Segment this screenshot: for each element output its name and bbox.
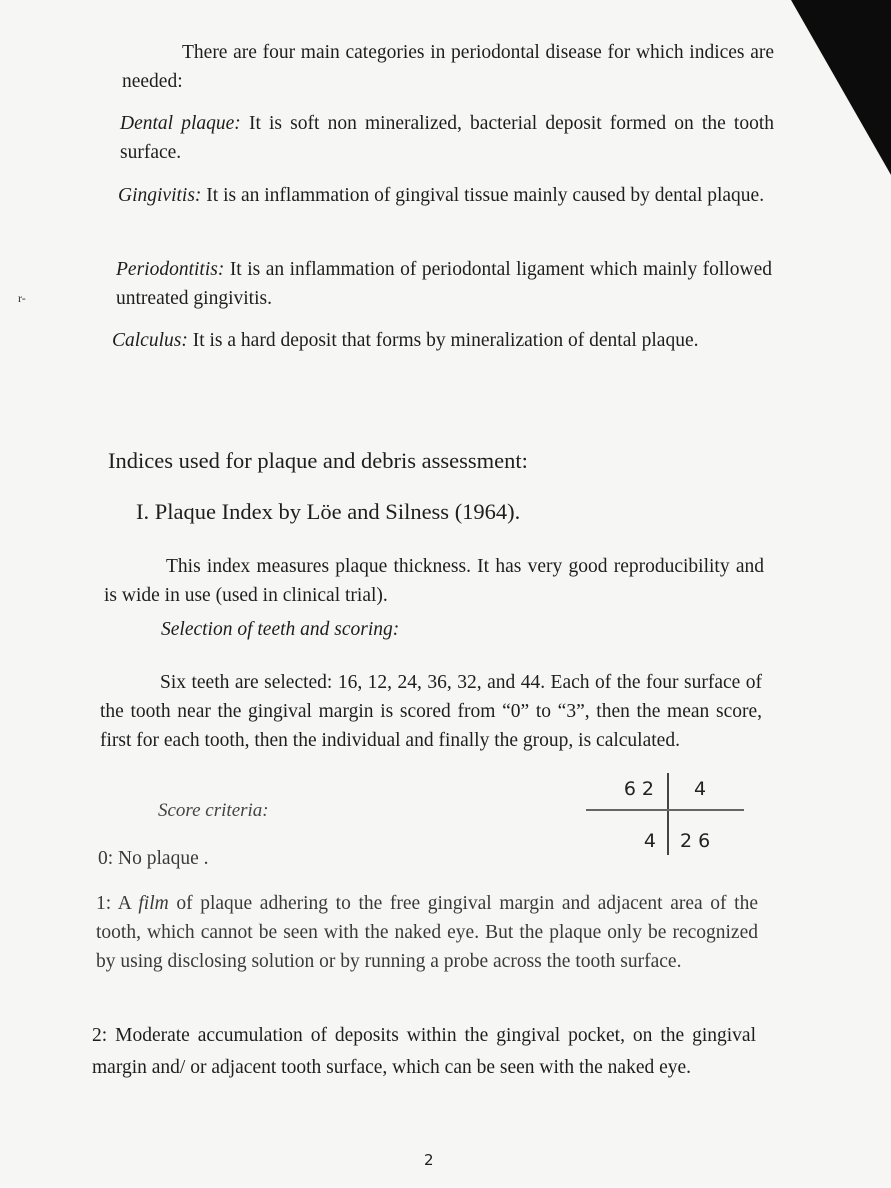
term-periodontitis: Periodontitis:	[116, 259, 225, 280]
page-number: 2	[424, 1151, 434, 1169]
page-corner-shadow	[791, 0, 891, 175]
lower-left-teeth: 4	[643, 830, 656, 852]
stray-mark: r-	[18, 291, 26, 305]
upper-left-teeth: 62	[623, 778, 660, 800]
score-text: No plaque .	[113, 848, 209, 869]
index-description: This index measures plaque thickness. It has very good reproducibility and is wide in use (used in clinical trial).	[104, 556, 764, 606]
score-text: of plaque adhering to the free gingival margin and adjacent area of the tooth, which cannot be seen with the naked eye. But the plaque only be recognized by using disclosing solution or by running a probe across the tooth surface.	[96, 893, 758, 972]
definition-text: It is an inflammation of periodontal ligament which mainly followed untreated gingivitis.	[116, 259, 772, 309]
term-dental-plaque: Dental plaque:	[120, 113, 241, 134]
selection-heading: Selection of teeth and scoring:	[161, 619, 400, 640]
score-2	[92, 1020, 756, 1084]
definition-text: It is a hard deposit that forms by mineralization of dental plaque.	[187, 330, 699, 351]
teeth-quadrant-chart	[586, 773, 744, 855]
score-text-before: A	[111, 893, 139, 914]
score-code: 0:	[98, 848, 114, 869]
intro-paragraph: There are four main categories in periodontal disease for which indices are needed:	[122, 42, 774, 92]
definition-calculus	[112, 326, 772, 355]
definition-text: It is an inflammation of gingival tissue mainly caused by dental plaque.	[201, 185, 765, 206]
score-code: 1:	[96, 893, 112, 914]
term-calculus: Calculus:	[112, 330, 188, 351]
upper-right-teeth: 4	[694, 778, 707, 800]
definition-text: It is soft non mineralized, bacterial deposit formed on the tooth surface.	[120, 113, 774, 163]
definition-gingivitis	[118, 181, 774, 210]
definition-periodontitis	[116, 255, 772, 313]
score-1	[96, 889, 758, 976]
quadrant-horizontal-line	[586, 809, 744, 811]
lower-right-teeth: 26	[680, 830, 717, 852]
score-text: Moderate accumulation of deposits within the gingival pocket, on the gingival margin and/ or adjacent tooth surface, which can be seen with the naked eye.	[92, 1025, 756, 1078]
score-criteria-label: Score criteria:	[158, 800, 269, 821]
score-code: 2:	[92, 1025, 108, 1046]
subsection-heading: I. Plaque Index by Löe and Silness (1964).	[136, 499, 521, 524]
term-gingivitis: Gingivitis:	[118, 185, 202, 206]
definition-dental-plaque	[120, 109, 774, 167]
selection-paragraph: Six teeth are selected: 16, 12, 24, 36, 32, and 44. Each of the four surface of the tooth near the gingival margin is scored from “0” to “3”, then the mean score, first for each tooth, then the individual and finally the group, is calculated.	[100, 672, 762, 751]
section-heading: Indices used for plaque and debris assessment:	[108, 448, 528, 473]
quadrant-vertical-line	[667, 773, 669, 855]
score-0	[98, 844, 498, 873]
score-emphasis: film	[138, 893, 169, 914]
